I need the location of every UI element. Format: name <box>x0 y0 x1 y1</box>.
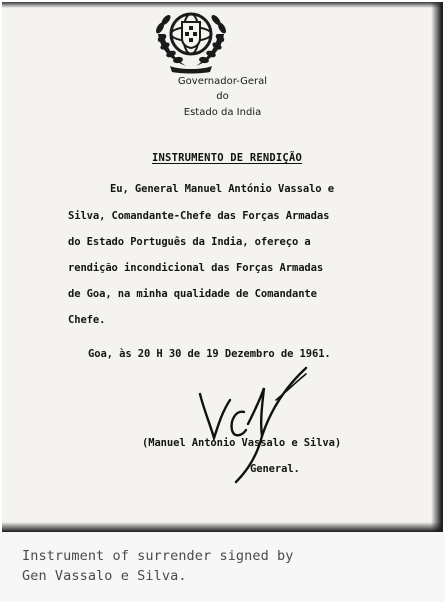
photo-edge-shadow <box>431 2 441 532</box>
body-line: de Goa, na minha qualidade de Comandante <box>68 288 317 300</box>
caption-line: Instrument of surrender signed by <box>22 548 294 564</box>
signatory-rank: General. <box>250 463 300 475</box>
coat-of-arms-icon <box>150 4 232 74</box>
photo-edge-shadow <box>2 522 441 532</box>
header-state: Estado da India <box>183 107 262 118</box>
surrender-document <box>2 2 443 532</box>
header-title: Governador-Geral <box>177 76 268 87</box>
date-line: Goa, às 20 H 30 de 19 Dezembro de 1961. <box>88 348 331 360</box>
body-line: Silva, Comandante-Chefe das Forças Armadas <box>68 210 330 222</box>
body-line: Eu, General Manuel António Vassalo e <box>110 183 334 195</box>
body-line: do Estado Português da India, ofereço a <box>68 236 311 248</box>
header-preposition: do <box>216 91 229 102</box>
document-title: INSTRUMENTO DE RENDIÇÃO <box>152 152 302 164</box>
caption-line: Gen Vassalo e Silva. <box>22 568 187 584</box>
photo-edge-shadow <box>2 2 441 8</box>
signatory-name: (Manuel António Vassalo e Silva) <box>142 437 342 449</box>
body-line: rendição incondicional das Forças Armadas <box>68 262 324 274</box>
body-line: Chefe. <box>68 314 106 326</box>
caption-area <box>0 532 445 602</box>
